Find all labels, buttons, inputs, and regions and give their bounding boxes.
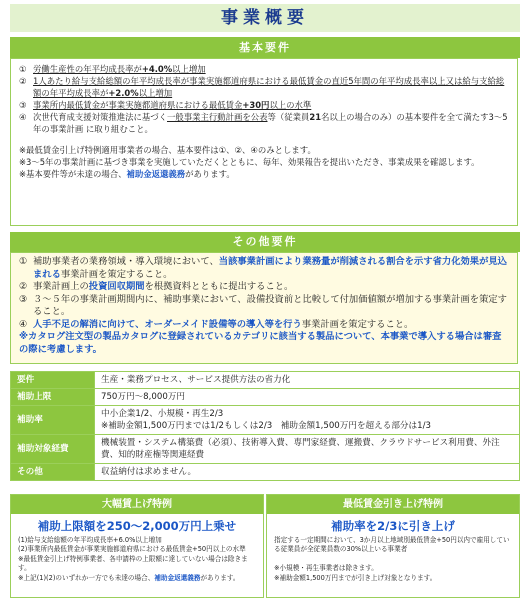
text-segment: 一般事業主行動計画を公表 <box>167 112 268 122</box>
text-segment: 労働生産性の年平均成長率が <box>33 64 142 74</box>
text-segment: +30円 <box>242 100 270 110</box>
basic-note <box>19 168 509 180</box>
item-number: ③ <box>19 293 28 305</box>
table-value-line: 収益納付は求めません。 <box>101 467 197 477</box>
text-segment: 事業計画上の <box>33 281 89 292</box>
text-segment: ※3～5年の事業計画に基づき事業を実施していただくとともに、毎年、効果報告を提出いただき、事業成果を確認します。 <box>19 157 480 167</box>
item-text <box>33 63 509 75</box>
table-value-line: 機械装置・システム構築費（必須）、技術導入費、専門家経費、運搬費、クラウドサービス利用費、外注費、知的財産権等関連経費 <box>101 438 500 460</box>
min-wage-special-header: 最低賃金引き上げ特例 <box>267 495 519 514</box>
text-segment: ※小規模・再生事業者は除きます。 <box>274 564 378 573</box>
text-segment: 事業計画を策定すること。 <box>301 318 414 330</box>
text-segment: があります。 <box>200 573 240 582</box>
text-segment: 以上増加 <box>138 88 173 98</box>
table-value <box>95 464 520 481</box>
other-requirements-list <box>19 256 509 356</box>
text-segment: ※上記(1)(2)のいずれか一方でも未達の場合、 <box>18 573 155 582</box>
item-text <box>33 281 509 294</box>
other-requirement-item <box>19 331 509 356</box>
min-wage-special-subtitle: 補助率を2/3に引き上げ <box>331 519 455 533</box>
text-segment: ※カタログ注文型の製品カタログに登録されているカテゴリに該当する製品について、本事業で導入する場合は審査の際に考慮します。 <box>19 331 502 355</box>
text-segment: ３～５年の事業計画期間内に、補助事業において、設備投資前と比較して付加価値額が増加する事業計画を策定すること。 <box>33 293 507 317</box>
table-value <box>95 372 520 389</box>
wage-increase-special-header: 大幅賃上げ特例 <box>11 495 263 514</box>
other-requirement-item <box>19 319 509 332</box>
table-row <box>11 372 520 389</box>
text-segment: 名以上の場合のみ）の基本要件を全て満たす3～5年の事業計画 に取り組むこと。 <box>33 112 508 134</box>
item-number: ④ <box>19 112 27 122</box>
basic-requirement-item <box>19 99 509 111</box>
table-value <box>95 389 520 406</box>
summary-table <box>10 371 520 481</box>
item-number: ③ <box>19 100 27 110</box>
table-key: その他 <box>11 464 95 481</box>
wage-increase-special-body <box>11 535 263 584</box>
text-segment: ※基本要件等が未達の場合、 <box>19 169 127 179</box>
min-wage-special-body <box>267 535 519 584</box>
item-text <box>33 294 509 319</box>
basic-requirements-notes <box>19 144 509 180</box>
table-key: 要件 <box>11 372 95 389</box>
text-segment: 1人あたり給与支給総額の年平均成長率が事業実施都道府県における最低賃金の直近5年間の年平均成長率以上又は給与支給総額の年平均成長率が <box>33 76 505 98</box>
special-note <box>274 574 512 583</box>
text-segment: 当該事業計画により業務量が削減される割合を示す省力化効果が見込まれる <box>33 256 507 280</box>
table-row <box>11 435 520 464</box>
special-note <box>274 536 512 555</box>
item-number: ① <box>19 256 28 267</box>
item-text <box>19 331 509 356</box>
table-value <box>95 406 520 435</box>
text-segment: 事業計画を策定すること。 <box>60 268 173 280</box>
text-segment: 補助金返還義務 <box>126 169 186 179</box>
text-segment: 人手不足の解消に向けて、オーダーメイド設備等の導入等を行う <box>33 318 302 330</box>
item-number: ② <box>19 281 28 292</box>
text-segment: 以上増加 <box>172 64 206 74</box>
table-row <box>11 464 520 481</box>
table-value-line: ※補助金額1,500万円までは1/2もしくは2/3 補助金額1,500万円を超える部分は1/3 <box>101 421 431 431</box>
basic-requirement-item <box>19 111 509 135</box>
text-segment: を根拠資料とともに提出すること。 <box>144 281 294 292</box>
item-text <box>33 111 509 135</box>
table-value-line: 750万円～8,000万円 <box>101 392 185 402</box>
basic-note <box>19 156 509 168</box>
other-requirement-item <box>19 256 509 281</box>
text-segment: 21 <box>309 112 322 122</box>
table-key: 補助上限 <box>11 389 95 406</box>
text-segment: ※最低賃金引上げ特例事業者、各申請枠の上限額に達していない場合は除きます。 <box>18 554 248 573</box>
table-key: 補助対象経費 <box>11 435 95 464</box>
table-value <box>95 435 520 464</box>
other-requirements-box <box>10 252 518 364</box>
text-segment: ※最低賃金引上げ特例適用事業者の場合、基本要件は①、②、④のみとします。 <box>19 145 316 155</box>
text-segment: 補助金返還義務 <box>154 573 201 582</box>
page-title: 事業概要 <box>10 4 520 32</box>
text-segment: (1)給与支給総額の年平均成長率+6.0%以上増加 <box>18 536 162 544</box>
text-segment: 事業所内最低賃金が事業実施都道府県における最低賃金 <box>33 100 243 110</box>
item-number: ② <box>19 76 27 86</box>
text-segment: +4.0% <box>141 64 173 74</box>
basic-requirement-item <box>19 75 509 99</box>
special-note <box>274 555 512 564</box>
other-requirements-header: その他要件 <box>10 232 520 252</box>
item-number: ① <box>19 64 27 74</box>
table-value-line: 生産・業務プロセス、サービス提供方法の省力化 <box>101 375 291 385</box>
item-text <box>33 75 509 99</box>
special-note <box>18 536 256 545</box>
text-segment: (2)事業所内最低賃金が事業実施都道府県における最低賃金+50円以上の水準 <box>18 545 246 554</box>
basic-requirements-list <box>19 63 509 135</box>
text-segment: があります。 <box>185 169 235 179</box>
text-segment: 等（従業員 <box>267 112 310 122</box>
basic-requirement-item <box>19 63 509 75</box>
item-number: ④ <box>19 318 28 330</box>
text-segment: 次世代育成支援対策推進法に基づく <box>33 112 167 122</box>
text-segment: +2.0% <box>108 88 139 98</box>
special-note <box>18 555 256 574</box>
item-text <box>33 256 509 281</box>
text-segment: 以上の水準 <box>269 100 312 110</box>
basic-requirements-header: 基本要件 <box>10 37 520 58</box>
other-requirement-item <box>19 281 509 294</box>
special-note <box>18 545 256 554</box>
table-value-line: 中小企業1/2、小規模・再生2/3 <box>101 409 224 419</box>
special-note <box>18 574 256 583</box>
basic-requirements-box <box>10 58 518 226</box>
text-segment: 指定する一定期間において、3か月以上地域別最低賃金+50円以内で雇用している従業員が全従業員数の30%以上いる事業者 <box>274 536 510 554</box>
wage-increase-special-subtitle: 補助上限額を250～2,000万円上乗せ <box>37 519 237 533</box>
min-wage-special-card <box>266 494 520 598</box>
text-segment: 補助事業者の業務領域・導入環境において、 <box>33 256 219 267</box>
table-row <box>11 389 520 406</box>
other-requirement-item <box>19 294 509 319</box>
special-note <box>274 564 512 573</box>
item-text <box>33 319 509 332</box>
table-row <box>11 406 520 435</box>
wage-increase-special-card <box>10 494 264 598</box>
text-segment: ※補助金額1,500万円までが引き上げ対象となります。 <box>274 573 437 582</box>
basic-note <box>19 144 509 156</box>
table-key: 補助率 <box>11 406 95 435</box>
text-segment: 投資回収期間 <box>88 281 145 292</box>
item-text <box>33 99 509 111</box>
